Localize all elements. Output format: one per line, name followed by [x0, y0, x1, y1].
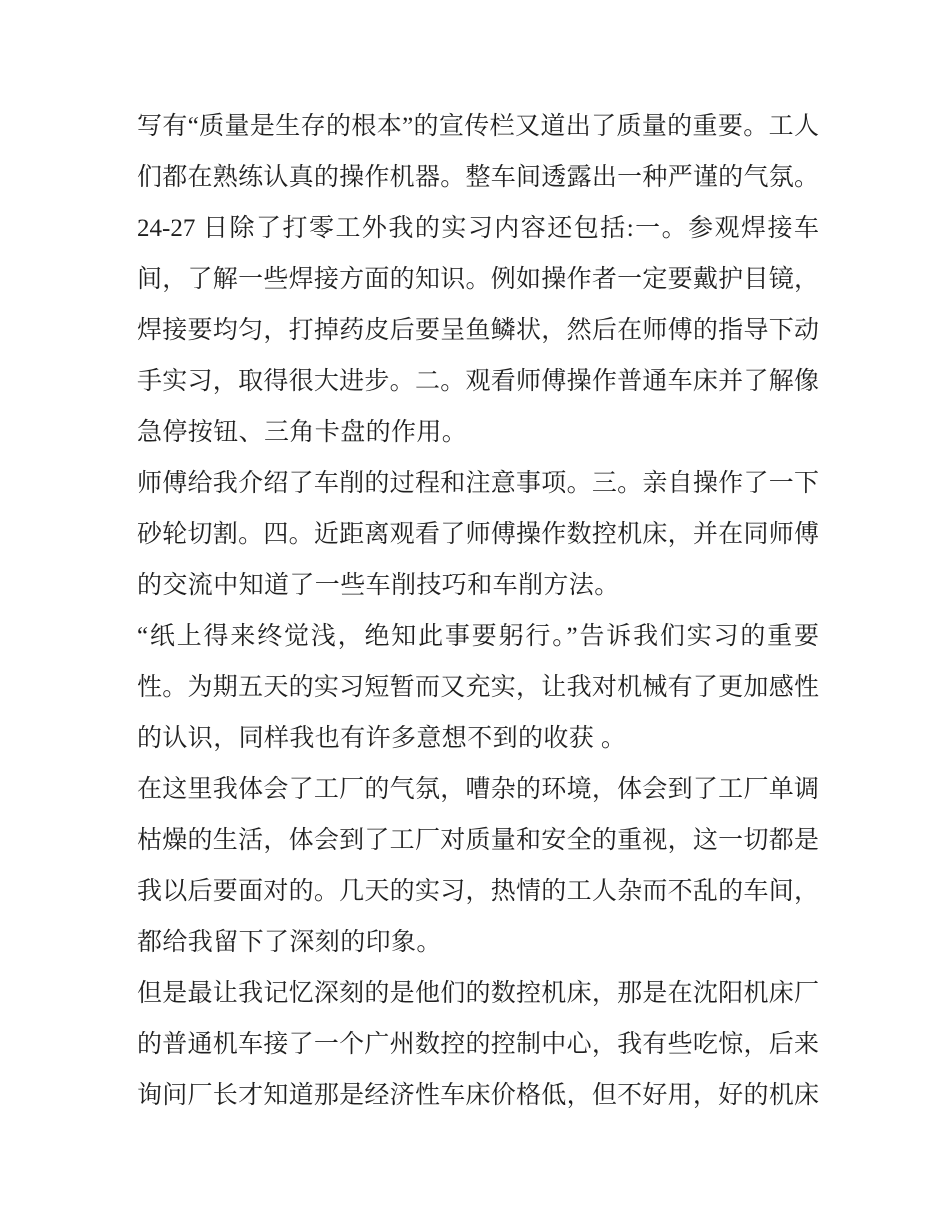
text-line: “纸上得来终觉浅，绝知此事要躬行。”告诉我们实习的重要 [137, 623, 819, 650]
text-line: 我以后要面对的。几天的实习，热情的工人杂而不乱的车间， [137, 878, 819, 905]
text-line-paragraph-end: 急停按钮、三角卡盘的作用。 [137, 419, 468, 446]
text-line: 询问厂长才知道那是经济性车床价格低，但不好用，好的机床 [137, 1082, 819, 1109]
text-line: 师傅给我介绍了车削的过程和注意事项。三。亲自操作了一下 [137, 470, 819, 497]
text-line: 在这里我体会了工厂的气氛，嘈杂的环境，体会到了工厂单调 [137, 776, 819, 803]
text-line-paragraph-end: 的交流中知道了一些车削技巧和车削方法。 [137, 572, 620, 599]
text-line: 的普通机车接了一个广州数控的控制中心，我有些吃惊，后来 [137, 1031, 819, 1058]
document-text-block [137, 101, 819, 1121]
text-line: 枯燥的生活，体会到了工厂对质量和安全的重视，这一切都是 [137, 827, 819, 854]
text-line: 写有“质量是生存的根本”的宣传栏又道出了质量的重要。工人 [137, 113, 819, 140]
text-line: 性。为期五天的实习短暂而又充实，让我对机械有了更加感性 [137, 674, 819, 701]
text-line-paragraph-end: 的认识，同样我也有许多意想不到的收获 。 [137, 725, 627, 752]
text-line: 焊接要均匀，打掉药皮后要呈鱼鳞状，然后在师傅的指导下动 [137, 317, 819, 344]
text-line: 24-27 日除了打零工外我的实习内容还包括:一。参观焊接车 [137, 215, 819, 242]
text-line-paragraph-end: 都给我留下了深刻的印象。 [137, 929, 442, 956]
text-line: 砂轮切割。四。近距离观看了师傅操作数控机床，并在同师傅 [137, 521, 819, 548]
text-line: 们都在熟练认真的操作机器。整车间透露出一种严谨的气氛。 [137, 164, 819, 191]
text-line: 间，了解一些焊接方面的知识。例如操作者一定要戴护目镜， [137, 266, 819, 293]
text-line: 手实习，取得很大进步。二。观看师傅操作普通车床并了解像 [137, 368, 819, 395]
text-line: 但是最让我记忆深刻的是他们的数控机床，那是在沈阳机床厂 [137, 980, 819, 1007]
